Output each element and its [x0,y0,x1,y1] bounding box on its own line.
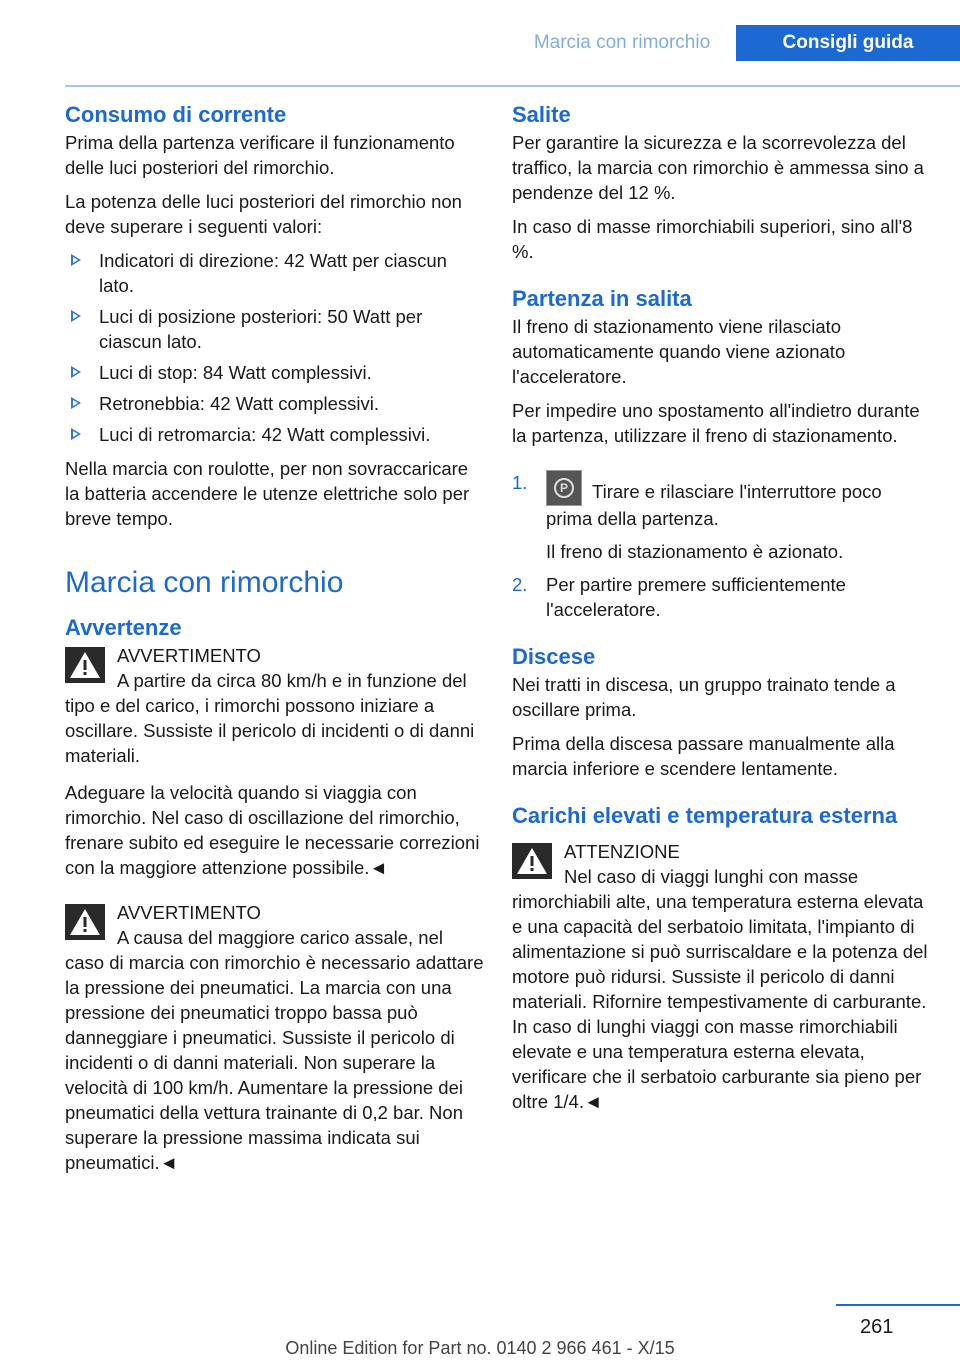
parking-brake-icon: P [546,470,582,506]
warning-block [65,643,485,768]
lights-list [65,248,485,447]
heading-partenza: Partenza in salita [512,286,692,311]
warning-label: AVVERTIMENTO [117,902,261,923]
list-item: Luci di stop: 84 Watt complessivi. [65,360,485,385]
list-item: Retronebbia: 42 Watt complessivi. [65,391,485,416]
left-column [65,102,485,1187]
header-section-title: Marcia con rimorchio [533,32,711,53]
warning-label: ATTENZIONE [564,841,680,862]
page-footer [0,1300,960,1362]
paragraph: La potenza delle luci posteriori del rimorchio non deve superare i seguenti valori: [65,191,462,237]
warning-text: Nel caso di viaggi lunghi con masse rimorchiabili alte, una temperatura esterna elevata e una capacità del serbatoio limitata, l'impianto di alimentazione si può surriscaldare e la potenza del motore può ridursi. Sussiste il pericolo di danni materiali. Rifornire tempestivamente di carburante. In caso di lunghi viaggi con masse rimorchiabili elevate e una temperatura esterna elevata, verificare che il serbatoio carburante sia pieno per oltre 1/4.◄ [512,866,928,1112]
paragraph: Prima della discesa passare manualmente alla marcia inferiore e scendere lentamente. [512,733,895,779]
list-item: 2. Per partire premere sufficientemente l'acceleratore. [512,574,846,620]
heading-avvertenze: Avvertenze [65,615,182,640]
footer-rule [836,1304,960,1306]
bullet-arrow-icon [71,428,81,440]
header-chapter-tab: Consigli guida [736,25,960,61]
warning-text: A partire da circa 80 km/h e in funzione del tipo e del carico, i rimorchi possono iniziare a oscillare. Sussiste il pericolo di incidenti o di danni materiali. [65,670,475,766]
bullet-arrow-icon [71,310,81,322]
heading-carichi: Carichi elevati e temperatura esterna [512,803,898,828]
heading-consumo: Consumo di corrente [65,102,287,127]
list-item: Luci di posizione posteriori: 50 Watt per ciascun lato. [65,304,485,354]
warning-triangle-icon [512,843,552,879]
step-number: 2. [512,574,528,595]
paragraph: In caso di masse rimorchiabili superiori, sino all'8 %. [512,216,913,262]
edition-note: Online Edition for Part no. 0140 2 966 461 - X/15 [285,1338,675,1358]
bullet-arrow-icon [71,366,81,378]
warning-triangle-icon [65,904,105,940]
step-number: 1. [512,472,528,493]
header-rule [65,85,960,87]
warning-triangle-icon [65,647,105,683]
paragraph: Adeguare la velocità quando si viaggia con rimorchio. Nel caso di oscillazione del rimorchio, frenare subito ed eseguire le necessarie correzioni con la maggiore attenzione possibile.◄ [65,782,480,878]
section-title: Marcia con rimorchio [65,566,344,599]
warning-block [512,839,930,1114]
paragraph: Nei tratti in discesa, un gruppo trainato tende a oscillare prima. [512,674,896,720]
paragraph: Per garantire la sicurezza e la scorrevolezza del traffico, la marcia con rimorchio è ammessa sino a pendenze del 12 %. [512,132,924,203]
paragraph: Il freno di stazionamento viene rilasciato automaticamente quando viene azionato l'acceleratore. [512,316,846,387]
bullet-arrow-icon [71,254,81,266]
paragraph: Nella marcia con roulotte, per non sovraccaricare la batteria accendere le utenze elettriche solo per breve tempo. [65,458,470,529]
warning-label: AVVERTIMENTO [117,645,261,666]
list-item: 1. P Tirare e rilasciare l'interruttore poco prima della partenza. Il freno di stazionamento è azionato. [512,470,930,564]
step-subtext: Il freno di stazionamento è azionato. [546,541,844,562]
warning-text: A causa del maggiore carico assale, nel caso di marcia con rimorchio è necessario adattare la pressione dei pneumatici. La marcia con una pressione dei pneumatici troppo bassa può danneggiare i pneumatici. Sussiste il pericolo di incidenti o di danni materiali. Non superare la velocità di 100 km/h. Aumentare la pressione dei pneumatici della vettura trainante di 0,2 bar. Non superare la pressione massima indicata sui pneumatici.◄ [65,927,484,1173]
heading-salite: Salite [512,102,571,127]
list-item: Indicatori di direzione: 42 Watt per ciascun lato. [65,248,485,298]
list-item: Luci di retromarcia: 42 Watt complessivi. [65,422,485,447]
warning-block [65,900,485,1175]
paragraph: Per impedire uno spostamento all'indietro durante la partenza, utilizzare il freno di stazionamento. [512,400,920,446]
page-header [0,25,960,61]
paragraph: Prima della partenza verificare il funzionamento delle luci posteriori del rimorchio. [65,132,455,178]
steps-list [512,470,930,622]
right-column [512,102,930,1126]
page-number: 261 [860,1316,894,1338]
heading-discese: Discese [512,644,596,669]
bullet-arrow-icon [71,397,81,409]
